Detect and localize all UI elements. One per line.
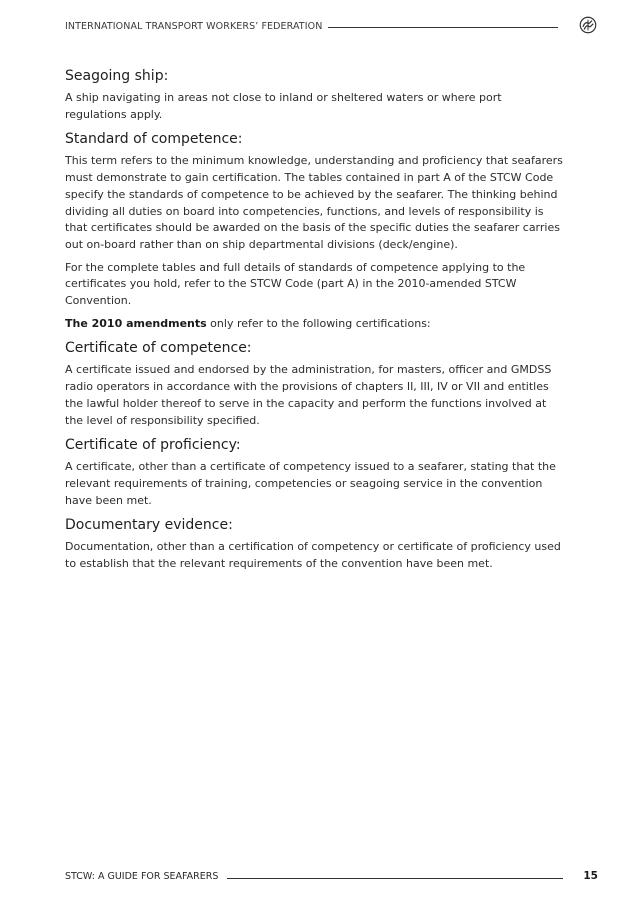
amendments-text: only refer to the following certifications: xyxy=(206,316,431,330)
header-rule xyxy=(328,27,558,28)
section-paragraph: This term refers to the minimum knowledge, understanding and proficiency that seafarers must demonstrate to gain certification. The tables contained in part A of the STCW Code specify the standards of competence to be achieved by the seafarer. The thinking behind dividing all duties on board into competencies, functions, and levels of responsibility is that certificates should be awarded on the basis of the specific duties the seafarer carries out on-board rather than on ship departmental divisions (deck/engine). xyxy=(65,154,563,251)
section-heading: Standard of competence: xyxy=(65,131,243,148)
section-certificate-of-competence xyxy=(65,338,565,429)
page-content xyxy=(65,66,565,579)
footer-title-bold: STCW xyxy=(65,871,92,882)
footer-title xyxy=(65,871,218,882)
section-documentary-evidence xyxy=(65,515,565,572)
page-header xyxy=(65,19,599,37)
section-certificate-of-proficiency xyxy=(65,435,565,509)
amendments-paragraph xyxy=(65,316,565,333)
section-paragraph: A certificate issued and endorsed by the administration, for masters, officer and GMDSS radio operators in accordance with the provisions of chapters II, III, IV or VII and entitles the lawful holder thereof to serve in the capacity and perform the functions involved at the level of responsibility specified. xyxy=(65,363,552,427)
section-paragraph: A ship navigating in areas not close to inland or sheltered waters or where port regulations apply. xyxy=(65,91,502,121)
section-paragraph: Documentation, other than a certification of competency or certificate of proficiency used to establish that the relevant requirements of the convention have been met. xyxy=(65,540,561,571)
header-title: INTERNATIONAL TRANSPORT WORKERS’ FEDERATION xyxy=(65,21,323,32)
section-heading: Certificate of competence: xyxy=(65,340,252,357)
section-standard-of-competence xyxy=(65,129,565,332)
section-seagoing-ship xyxy=(65,66,565,123)
section-heading: Certificate of proficiency: xyxy=(65,437,241,454)
section-paragraph: A certificate, other than a certificate of competency issued to a seafarer, stating that the relevant requirements of training, competencies or seagoing service in the convention have been met. xyxy=(65,460,556,507)
footer-title-rest: : A GUIDE FOR SEAFARERS xyxy=(91,871,219,882)
footer-rule xyxy=(227,878,563,879)
itf-logo-icon xyxy=(579,16,597,34)
page-number: 15 xyxy=(583,870,598,882)
amendments-bold-text: The 2010 amendments xyxy=(65,316,207,330)
section-paragraph: For the complete tables and full details of standards of competence applying to the certificates you hold, refer to the STCW Code (part A) in the 2010-amended STCW Convention. xyxy=(65,260,526,308)
section-heading: Seagoing ship: xyxy=(65,68,169,84)
page-footer xyxy=(65,871,598,885)
section-heading: Documentary evidence: xyxy=(65,517,233,534)
